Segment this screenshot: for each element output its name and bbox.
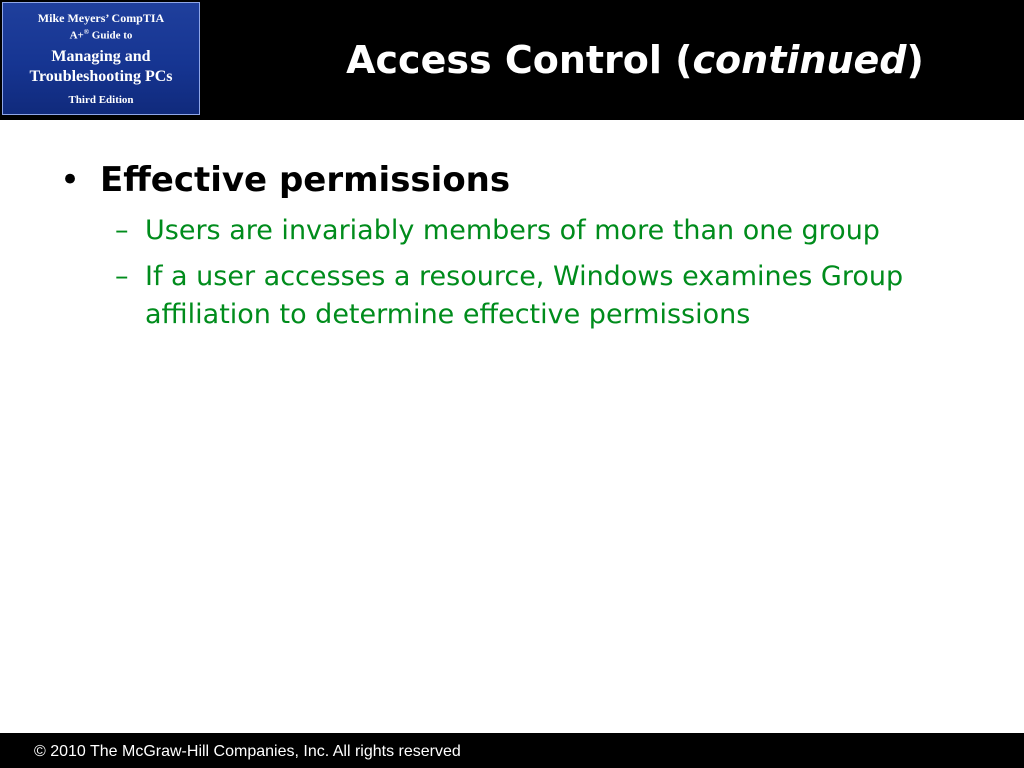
cover-author-line: Mike Meyers’ CompTIA bbox=[37, 11, 165, 25]
slide-content bbox=[60, 158, 980, 342]
sub-bullet-text: Users are invariably members of more than one group bbox=[145, 215, 880, 246]
cover-title-line-1: Managing and bbox=[51, 47, 151, 65]
cover-edition-line: Third Edition bbox=[68, 93, 134, 106]
bullet-marker: • bbox=[60, 160, 81, 200]
sub-bullet-users-groups bbox=[115, 212, 980, 250]
sub-bullet-windows-examines bbox=[115, 258, 980, 334]
header-bar bbox=[0, 0, 1024, 120]
cover-title-line-2: Troubleshooting PCs bbox=[29, 67, 173, 85]
sub-bullet-marker: – bbox=[115, 215, 129, 246]
copyright-text: © 2010 The McGraw-Hill Companies, Inc. All rights reserved bbox=[34, 743, 461, 760]
sub-bullet-list bbox=[60, 212, 980, 334]
slide-title bbox=[250, 36, 1020, 84]
slide-title-emphasis: continued bbox=[692, 38, 907, 82]
bullet-effective-permissions bbox=[60, 158, 980, 202]
footer-bar bbox=[0, 733, 1024, 768]
book-cover-logo bbox=[2, 2, 200, 115]
cover-subtitle-line: A+® Guide to bbox=[69, 28, 133, 42]
slide-title-close: ) bbox=[906, 38, 924, 82]
sub-bullet-text: If a user accesses a resource, Windows examines Group affiliation to determine effective permissions bbox=[145, 261, 904, 330]
slide-title-main: Access Control ( bbox=[346, 38, 693, 82]
bullet-label: Effective permissions bbox=[100, 160, 511, 200]
sub-bullet-marker: – bbox=[115, 261, 129, 292]
